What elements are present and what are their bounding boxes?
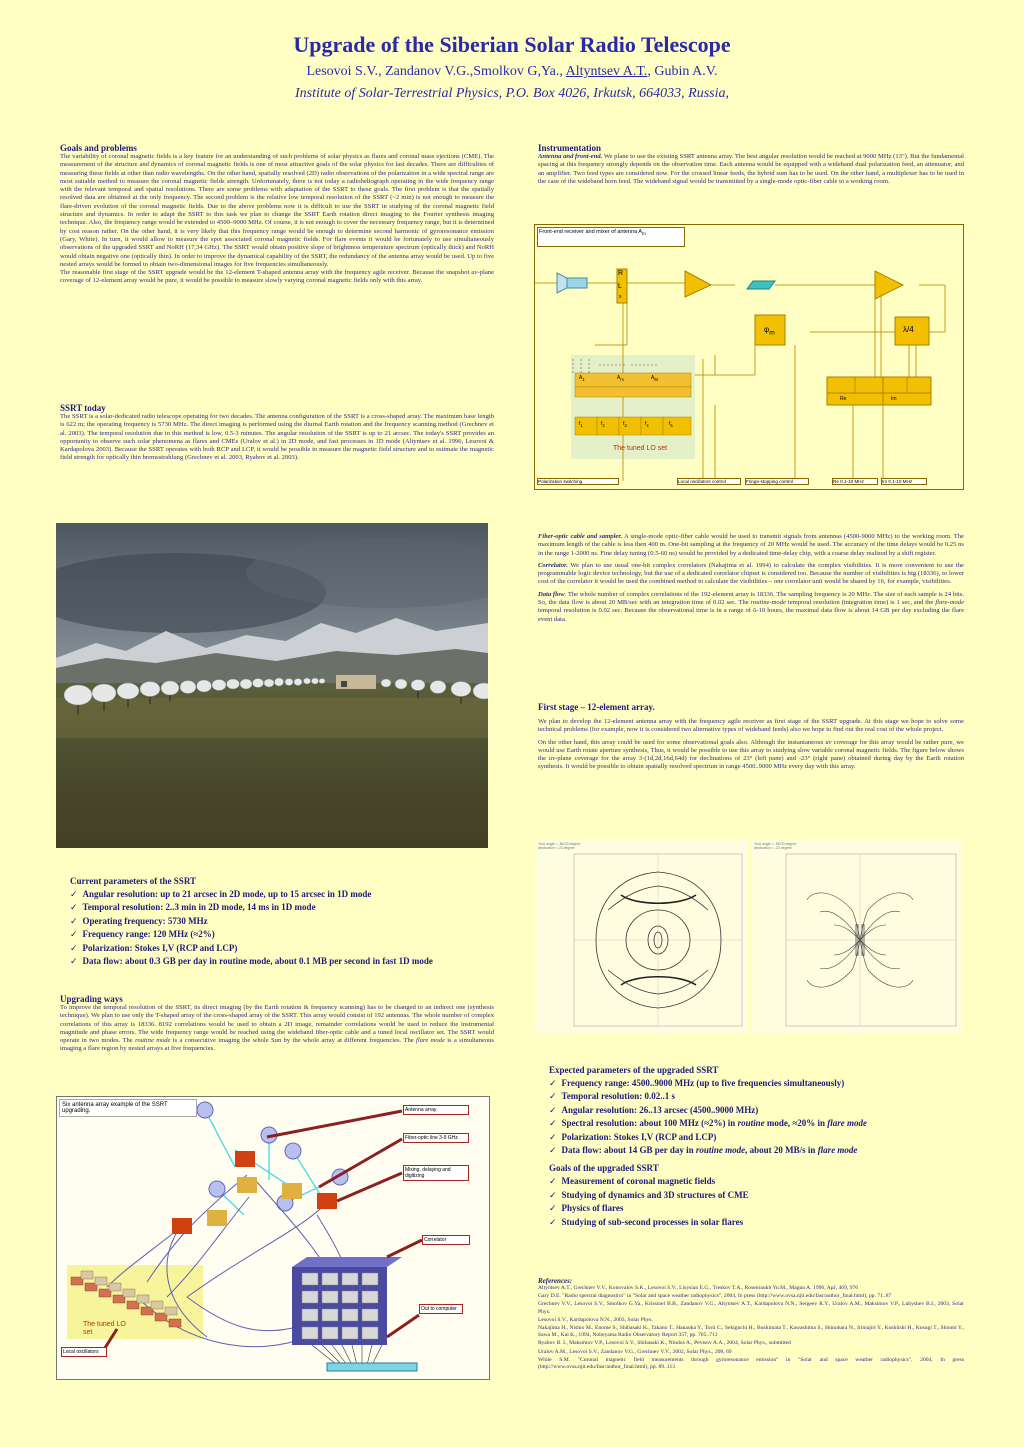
f5-sub: 5	[670, 423, 673, 428]
goal-item: ✓ Measurement of coronal magnetic fields	[549, 1175, 969, 1188]
am-letter: A	[617, 375, 621, 381]
f2-sub: 2	[602, 423, 605, 428]
references-heading: References:	[538, 1277, 573, 1285]
quarter-wave-label: λ/4	[903, 325, 914, 334]
fringe-stopping-label: Fringe-stopping control	[745, 478, 809, 485]
current-param-item: ✓ Polarization: Stokes I,V (RCP and LCP)	[70, 942, 500, 955]
reference-item: Grechnev V.V., Lesovoi S.V., Smolkov G.Ya., Krissinel B.B., Zandanov V.G., Altyntsev A.T., Kardapolova N.N., Sergeev R.Y., Uralov A.M., Maksimov V.P., Lubyshev B.I., 2003, Solar Phys.	[538, 1301, 964, 1315]
six-antenna-caption: Six antenna array example of the SSRT upgrading.	[59, 1099, 197, 1117]
reference-item: Uralov A.M., Lesovoi S.V., Zandanov V.G., Grechnev V.V., 2002, Solar Phys., 208, 69	[538, 1348, 732, 1355]
fiber-correlator-body	[538, 533, 964, 624]
goals-p2a: The reasonable first stage of the SSRT upgrade would be the 12-element T-shaped antenna array with the frequency agile receiver. Because the snapshot	[60, 269, 472, 277]
goals-upgraded-list	[549, 1175, 969, 1229]
phase-shifter-label	[764, 325, 775, 337]
current-param-item: ✓ Frequency range: 120 MHz (≈2%)	[70, 928, 500, 941]
fiber-paragraph	[538, 533, 964, 558]
antenna-am-label	[617, 375, 624, 382]
expected-item-text: Temporal resolution: 0.02..1 s	[561, 1091, 676, 1102]
author-list	[0, 64, 1024, 80]
freq-f4-label	[645, 421, 649, 428]
freq-f2-label	[601, 421, 605, 428]
upgrading-text-a: To improve the temporal resolution of the SSRT, its direct imaging (by the Earth rotation & frequency scanning) has to be changed to an indirect one (synthesis technique). We plan to use only the T-shaped array of the cross-shaped array of the SSRT. This array would consist of 192 antennas. The whole number of complex correlations of this array is 18336. 8192 correlations would be used to obtain a 2D image, remainder correlations would be used to reduce the instrumental magnitude and phase errors. The wide frequency range would be reached using the wideband fiber-optic cable and a tuned local oscillator set. The SSRT would operate in two modes. The	[60, 1004, 494, 1045]
current-param-item: ✓ Temporal resolution: 2..3 min in 2D mode, 14 ms in 1D mode	[70, 901, 500, 914]
current-param-item: ✓ Data flow: about 0.3 GB per day in routine mode, about 0.1 MB per second in fast 1D mode	[70, 955, 500, 968]
expected-param-item	[549, 1117, 969, 1130]
reference-item: Lesovoi S.V., Kardapolova N.N., 2003, Solar Phys.	[538, 1316, 653, 1323]
expected-item-text: Data flow: about 14 GB per day in	[561, 1145, 696, 1156]
fiber-text: A single-mode optic-fiber cable would be used to transmit signals from antennas (4500-9000 MHz) to the working room. The maximum length of the cable is less then 400 m. One-bit sampling at the frequency of 20 MHz would be used. The accuracy of the time delays would be 0.25 ns in the range 1-2000 ns. Fine delay tuning (0.5-60 ns) would be provided by a dedicated time-delay chip, with a coarse delay realized by a shift register.	[538, 533, 964, 557]
first-stage-p1: We plan to develop the 12-element antenna array with the frequency agile receiver as first stage of the SSRT upgrade. At this stage we hope to solve some technical problems (for example, now it is considered two alternative types of wideband feeds) also we hope to find out the real cost of the whole project.	[538, 718, 964, 734]
antenna-frontend-lead: Antenna and front-end.	[538, 153, 603, 160]
first-stage-p2b: coverage for this array would be rather pure, we would use Earth rotate aperture synthesis, Thus, it would be possible to use this array to studying slow variable coronal magnetic fields. The figure below shows the	[538, 738, 964, 763]
upgrading-text-b: is a consecutive imaging the whole Sun by the whole array at different frequencies. The	[170, 1037, 417, 1045]
lcp-label: L	[618, 283, 622, 290]
expected-params-heading: Expected parameters of the upgraded SSRT	[549, 1065, 719, 1075]
authors-before: Lesovoi S.V., Zandanov V.G.,Smolkov G,Ya.,	[306, 64, 566, 79]
fiber-lead: Fiber-optic cable and sampler.	[538, 533, 623, 540]
ssrt-today-body: The SSRT is a solar-dedicated radio telescope operating for two decades. The antenna configuration of the SSRT is a cross-shaped array. The maximum base length is 622 m; the operating frequency is 5730 MHz. The direct imaging is performed using the diurnal Earth rotation and the frequency scanning method (Grechnev et al. 2003). The temporal resolution due to this method is low, 0.5-3 minutes. The angular resolution of the SSRT is up to 21 arcsec. The today's SSRT provides an opportunity to observe such solar phenomena as flares and CMEs (Uralov et al.) in 2D mode, and fast processes in 1D mode (Altyntsev et al. 1996, Lesovoi & Kardapolova 2003). Because the SSRT operates with both RCP and LCP, it would be possible to measure the magnetic field structure and to estimate the magnetic field strength for optically thin bremsstrahlung (Grechnev et al. 2003, Ryabov et al. 2003).	[60, 413, 494, 462]
expected-item-text: Spectral resolution: about 100 MHz (≈2%) in	[561, 1118, 738, 1129]
expected-item-italic: flare mode	[827, 1118, 868, 1129]
first-stage-section	[538, 702, 964, 776]
first-stage-uv: uv	[825, 738, 832, 746]
phi-sub: m	[769, 329, 775, 337]
out-to-computer-label: Out to computer	[419, 1304, 463, 1314]
uv-right-legend-2: declination = -23 degree	[754, 846, 792, 850]
expected-item-text: Polarization: Stokes I,V (RCP and LCP)	[561, 1131, 717, 1142]
fiber-line-label: Fiber-optic line 3-9 GHz	[403, 1133, 469, 1143]
current-param-item: ✓ Operating frequency: 5730 MHz	[70, 915, 500, 928]
f5-letter: f	[669, 421, 671, 427]
authors-after: , Gubin A.V.	[647, 64, 718, 79]
am-sub: m	[620, 377, 624, 382]
f1-letter: f	[579, 421, 581, 427]
first-stage-body	[538, 718, 964, 772]
authors-underlined: Altyntsev A.T.	[565, 64, 648, 79]
polarization-switching-label: Polarization switching	[537, 478, 619, 485]
local-oscillators-label: Local oscillators	[61, 1347, 107, 1357]
upgrading-body	[60, 1004, 494, 1054]
f2-letter: f	[601, 421, 603, 427]
correlator-label: Correlator	[422, 1235, 470, 1245]
freq-f1-label	[579, 421, 583, 428]
uv-left-legend-1: Your angle = -86.00 degree	[538, 842, 581, 846]
f4-sub: 4	[646, 423, 649, 428]
expected-item-text: Frequency range: 4500..9000 MHz (up to five frequencies simultaneously)	[561, 1078, 845, 1088]
tuned-lo-label: The tuned LO set	[613, 445, 668, 452]
re-output-label: Re 0.1-10 MHz	[832, 478, 878, 485]
uv-left-legend-2: declination = 23 degree	[538, 846, 575, 850]
reference-item: Nakajima H., Nishio M., Enome S., Shibasaki K., Takano T., Hanaoka Y., Torii C., Sekiguchi H., Bushimata T., Kawashima S., Shinohara N., Irimajiri Y., Koshiishi H., Kosugi T., Shiomi Y., Sawa M., Kai K., 1994, Nobeyama Radio Observatory Report 357, pp. 705..713	[538, 1325, 964, 1339]
aM-sub: M	[654, 377, 658, 382]
mixing-label: Mixing, delaying and digitizing	[403, 1165, 469, 1181]
instrumentation-p1: We plane to use the existing SSRT antenna array. The best angular resolution would be reached at 9000 MHz (13"). But the fundamental spacing at this frequency strongly depends on the observation time. Each antenna would be equipped with a wideband dual polarization feed, an attenuator, and an amplifier. Two feed types are considered now. For the crossed linear feeds, the hybrid sum has to be used. On the other hand, a multiplexer has to be used in the case of the wideband horn feed. The wideband signal would be transmitted by a single-mode optic-fiber cable to a working room.	[538, 153, 964, 185]
freq-f5-label	[669, 421, 673, 428]
references-section	[538, 1277, 964, 1372]
reference-item: White S.M. "Coronal magnetic field measurements through gyroresonance emission" in "Solar and space weather radiophysics", 2004, In press (http://www.ovsa.njit.edu/fasr/author_final.html), pp. 89..113	[538, 1356, 964, 1371]
correlator-text: We plan to use usual one-bit complex correlators (Nakajima et al. 1994) to calculate the complex visibilities. It is more convenient to use the programmable logic device technology, but the use of a dedicated correlator chipset is considered too. Because the number of visibilities is big (18336), to lower cost of the correlator it would be used the combined method to calculate the visibilities – one correlator unit would be shared by 16, for example, visibilities.	[538, 561, 964, 586]
aM-letter: A	[651, 375, 655, 381]
f3-sub: 3	[624, 423, 627, 428]
antenna-array-label: Antenna array	[403, 1105, 469, 1115]
expected-params-section	[549, 1065, 969, 1229]
freq-f3-label	[623, 421, 627, 428]
goals-p2b: -plane coverage of 12-element array would be pure, it would be possible to measure slowly varying coronal magnetic fields only with this array.	[60, 269, 494, 285]
phi-symbol: φ	[764, 325, 770, 334]
expected-item-text: Angular resolution: 26..13 arcsec (4500..9000 MHz)	[561, 1104, 759, 1115]
uv-right-legend-1: Your angle = -86.00 degree	[754, 842, 797, 846]
uv-coverage-plot-north	[536, 840, 748, 1033]
poster-title: Upgrade of the Siberian Solar Radio Telescope	[293, 32, 731, 57]
fiber-correlator-section	[538, 533, 964, 628]
reference-item: Gary D.E. "Radio spectral diagnostics" in "Solar and space weather radiophysics", 2004, In press (http://www.ovsa.njit.edu/fasr/author_final.html), pp. 71..87	[538, 1293, 892, 1300]
f4-letter: f	[645, 421, 647, 427]
lo-set-label: The tuned LO set	[83, 1321, 126, 1336]
expected-item-italic: routine	[737, 1118, 765, 1129]
reference-item: Ryabov B. I., Maksimov V.P., Lesovoi S.V., Shibasaki K., Nindos A., Pevtsov A.A., 2004, Solar Phys., submitted	[538, 1340, 791, 1347]
frontend-caption-text: Front-end receiver and mixer of antenna A	[539, 229, 643, 235]
goals-p1: The variability of coronal magnetic fields is a key feature for an understanding of such problems of solar physics as flares and coronal mass ejections (CME). The measurement of the structure and dynamics of coronal magnetic fields is one of most attractive goals of the solar physics for last decades. There are difficulties of measuring these fields at other than radio wavelengths. On the other hand, spatially resolved (2D) radio observations of the polarization in a wide spectral range are most suitable method to measure the coronal magnetic fields strength. Unfortunately, there is not today a radioheliograph operating in the wide frequency range with the relevant temporal and spatial resolutions. There are some problems with adaptation of the SSRT to these goals. The first problem is that the spatially resolved data are obtained at the only frequency. The second problem is the relative low temporal resolution of the SSRT (~2 min) is not enough to measure the flare-driven evolution of the coronal magnetic fields. Due to the above problems now it is difficult to use the SSRT in studying of the coronal magnetic field structure and dynamics. In order to adapt the SSRT to this task we plan to change the SSRT Earth rotation direct imaging to the Fourier synthesis imaging technique. Also, the frequency range would be extended to 4500–9000 MHz. Of course, it is not enough to cover the necessary frequency range, but it is determined by cost reason rather. On the other hand, it is very likely that this frequency range would be enough to determine second harmonic of gyroresonance emission (Gary, White). In turn, it would allow to measure the spot associated coronal magnetic fields. For flare events it would be fortunately to use simultaneously observations of the upgraded SSRT and NoRH (17,34 GHz). The SSRT would obtain positive slope of brightness temperature spectrum (optically thick) and NoRH would obtain negative one (optically thin). In order to improve the dynamical capability of the SSRT, the redundancy of the antenna array would be used. Up to five nested arrays would be formed to obtain two-dimensional images for five frequencies simultaneously.	[60, 153, 494, 268]
instrumentation-section	[538, 143, 964, 186]
goal-item: ✓ Studying of dynamics and 3D structures of CME	[549, 1189, 969, 1202]
expected-params-list	[549, 1077, 969, 1157]
rcp-label: R	[618, 270, 624, 277]
antenna-aM-label	[651, 375, 658, 382]
expected-item-text: mode, ≈20% in	[764, 1118, 828, 1129]
uv-coverage-plot-south	[752, 840, 962, 1033]
goal-item: ✓ Physics of flares	[549, 1202, 969, 1215]
references-list	[538, 1285, 964, 1371]
upgrading-routine-mode: routine mode	[135, 1037, 171, 1045]
expected-item-italic: flare mode	[817, 1145, 858, 1156]
expected-param-item	[549, 1090, 969, 1103]
correlator-paragraph	[538, 562, 964, 587]
dataflow-lead: Data flow	[538, 590, 565, 598]
first-stage-p2	[538, 739, 964, 772]
dataflow-flare: flare-mode	[935, 599, 964, 607]
affiliation: Institute of Solar-Terrestrial Physics, P.O. Box 4026, Irkutsk, 664033, Russia,	[295, 86, 729, 101]
im-label: Im	[891, 396, 897, 402]
goals-p2-uv: uv	[471, 269, 478, 277]
dataflow-routine: routine-mode	[750, 599, 786, 607]
im-output-label: Im 0.1-10 MHz	[881, 478, 927, 485]
f1-sub: 1	[580, 423, 583, 428]
upgrading-section	[60, 994, 494, 1054]
dataflow-text-a: . The whole number of complex correlations of the 192-element array is 18336. The sampling frequency is 20 MHz. The size of each sample is 24 bits. So, the data flow is about 20 MB/sec with an integration time of 0.02 sec. The	[538, 590, 965, 607]
expected-item-italic: routine mode	[695, 1145, 746, 1156]
upgrading-text-c: is a simultaneous imaging a flare region by nested arrays at five frequencies.	[60, 1037, 494, 1053]
re-label: Re	[840, 396, 847, 402]
first-stage-p2a: On the other hand, this array could be used for some observational goals also. Although the instantaneous	[538, 738, 826, 746]
expected-param-item	[549, 1104, 969, 1117]
goals-p2	[60, 269, 494, 286]
frontend-diagram	[534, 224, 964, 490]
correlator-lead: Correlator.	[538, 561, 568, 569]
antenna-a1-label	[579, 375, 585, 382]
f3-letter: f	[623, 421, 625, 427]
goals-upgraded-heading: Goals of the upgraded SSRT	[549, 1163, 659, 1174]
instrumentation-heading: Instrumentation	[538, 143, 602, 153]
current-params-heading: Current parameters of the SSRT	[70, 876, 196, 886]
a1-sub: 1	[582, 377, 585, 382]
frontend-caption-sub: m	[642, 231, 646, 237]
current-params-list	[70, 888, 500, 968]
dataflow-paragraph	[538, 591, 964, 624]
expected-param-item	[549, 1144, 969, 1157]
dataflow-text-c: temporal resolution is 0.02 sec. Because the observational time is in a range of 6-10 hours, the maximal data flow is about 14 GB per day excluding the flare event data.	[538, 607, 964, 623]
upgrading-heading: Upgrading ways	[60, 994, 123, 1004]
dataflow-text-b: temporal resolution (integration time) is 1 sec, and the	[785, 599, 936, 607]
expected-param-item	[549, 1077, 969, 1090]
lo-control-label: Local oscillators control	[677, 478, 741, 485]
goals-section	[60, 143, 494, 290]
first-stage-uv2: uv	[548, 755, 556, 763]
first-stage-heading: First stage – 12-element array.	[538, 702, 655, 712]
goal-item: ✓ Studying of sub-second processes in solar flares	[549, 1216, 969, 1229]
frontend-caption	[537, 227, 685, 247]
current-param-item: ✓ Angular resolution: up to 21 arcsec in 2D mode, up to 15 arcsec in 1D mode	[70, 888, 500, 901]
goals-heading: Goals and problems	[60, 143, 137, 153]
ssrt-antenna-photo	[56, 523, 488, 848]
current-params-section	[70, 876, 500, 968]
instrumentation-body	[538, 153, 964, 186]
ssrt-today-heading: SSRT today	[60, 403, 106, 413]
reference-item: Altyntsev A.T., Grechnev V.V., Konovalov S.K., Lesovoi S.V., Lisysian E.G., Treskov T.A., Rosenraukh Yu.M., Magun A. 1996, ApJ, 469, 976	[538, 1285, 859, 1291]
six-antenna-diagram	[56, 1096, 490, 1380]
switch-label: s	[619, 294, 622, 300]
expected-item-text: , about 20 MB/s in	[745, 1145, 818, 1156]
ssrt-today-section	[60, 403, 494, 463]
first-stage-p2c: -plane coverage for the array 3·(1d,2d,16d,64d) for declinations of 23° (left pane) and -23° (right pane) obtained during day by the Earth rotation synthesis. It would be possible to obtain spatially resolved spectrum in range 4500..9000 MHz every day with this array.	[538, 755, 964, 771]
upgrading-flare-mode: flare mode	[416, 1037, 445, 1045]
expected-param-item	[549, 1131, 969, 1144]
goals-body	[60, 153, 494, 286]
a1-letter: A	[579, 375, 583, 381]
